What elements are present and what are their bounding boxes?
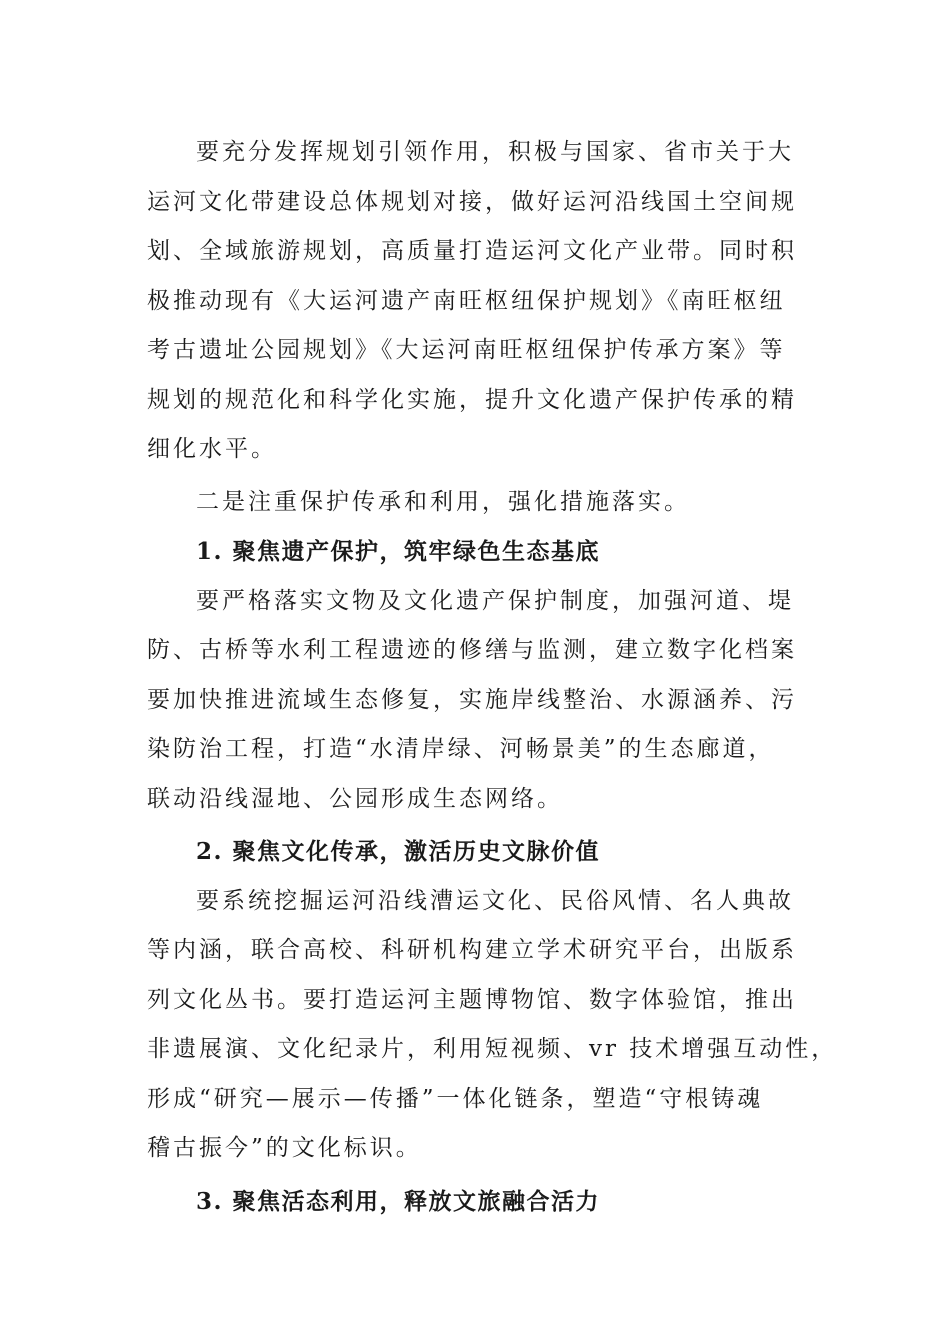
paragraph-line: 列文化丛书。要打造运河主题博物馆、数字体验馆，推出	[147, 986, 797, 1013]
paragraph-line: 规划的规范化和科学化实施，提升文化遗产保护传承的精	[147, 386, 797, 413]
paragraph-line: 联动沿线湿地、公园形成生态网络。	[147, 785, 563, 812]
paragraph-line: 要加快推进流域生态修复，实施岸线整治、水源涵养、污	[147, 686, 797, 713]
paragraph-line: 稽古振今”的文化标识。	[147, 1135, 422, 1161]
paragraph-line: 要充分发挥规划引领作用，积极与国家、省市关于大	[196, 139, 794, 165]
paragraph-line: 考古遗址公园规划》《大运河南旺枢纽保护传承方案》等	[147, 337, 786, 363]
paragraph-line: 要严格落实文物及文化遗产保护制度，加强河道、堤	[196, 587, 794, 614]
paragraph-line: 极推动现有《大运河遗产南旺枢纽保护规划》《南旺枢纽	[147, 287, 786, 314]
document-body	[147, 128, 838, 1226]
section-heading: 二是注重保护传承和利用，强化措施落实。	[196, 488, 690, 515]
paragraph-line: 染防治工程，打造“水清岸绿、河畅景美”的生态廊道，	[147, 736, 775, 762]
paragraph-line: 运河文化带建设总体规划对接，做好运河沿线国土空间规	[147, 188, 797, 215]
paragraph-line: 划、全域旅游规划，高质量打造运河文化产业带。同时积	[147, 238, 797, 264]
paragraph-line: 非遗展演、文化纪录片，利用短视频、vr 技术增强互动性，	[147, 1036, 838, 1062]
paragraph-line: 形成“研究—展示—传播”一体化链条，塑造“守根铸魂	[147, 1085, 764, 1112]
subsection-heading-3: 3. 聚焦活态利用，释放文旅融合活力	[196, 1187, 601, 1215]
paragraph-line: 要系统挖掘运河沿线漕运文化、民俗风情、名人典故	[196, 887, 794, 914]
paragraph-line: 等内涵，联合高校、科研机构建立学术研究平台，出版系	[147, 937, 797, 963]
subsection-heading-1: 1. 聚焦遗产保护，筑牢绿色生态基底	[196, 538, 601, 565]
paragraph-line: 防、古桥等水利工程遗迹的修缮与监测，建立数字化档案	[147, 637, 797, 663]
paragraph-line: 细化水平。	[147, 436, 277, 462]
subsection-heading-2: 2. 聚焦文化传承，激活历史文脉价值	[196, 838, 601, 865]
